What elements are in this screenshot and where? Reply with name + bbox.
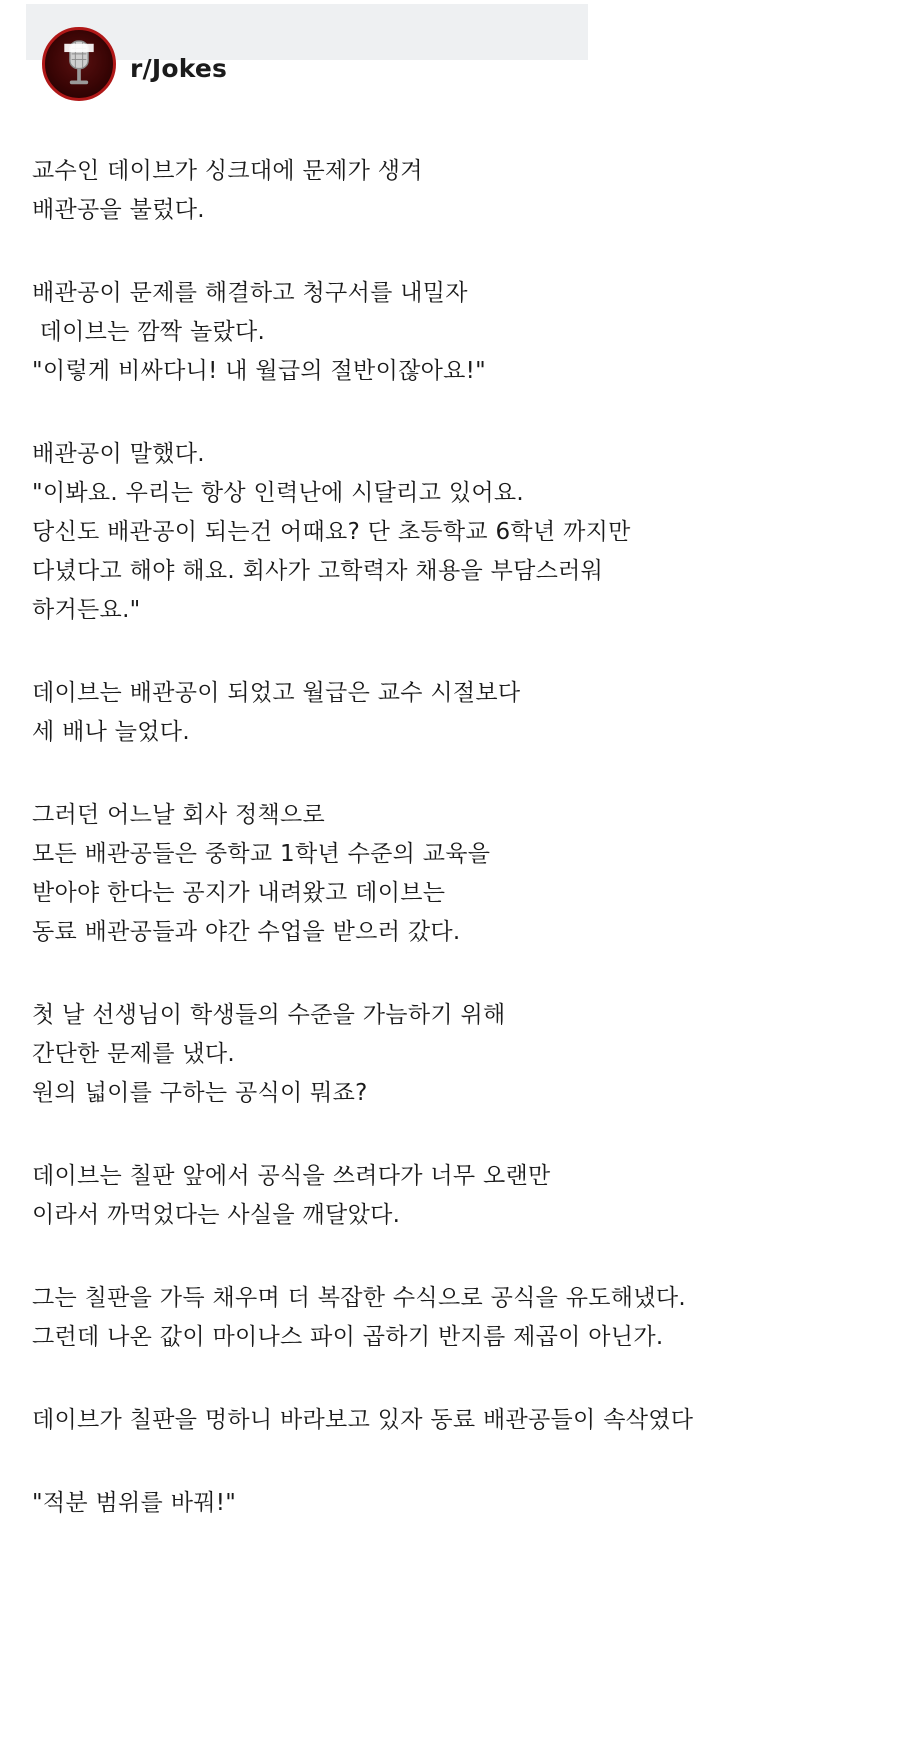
story-paragraph [32, 1157, 872, 1235]
story-paragraph [32, 674, 872, 752]
story-line: 그러던 어느날 회사 정책으로 [32, 802, 326, 828]
story-line: 데이브는 칠판 앞에서 공식을 쓰려다가 너무 오랜만 [32, 1163, 551, 1189]
story-paragraph [32, 996, 872, 1113]
story-line: 동료 배관공들과 야간 수업을 받으러 갔다. [32, 919, 461, 945]
story-line: 배관공이 문제를 해결하고 청구서를 내밀자 [32, 280, 468, 306]
story-paragraph [32, 435, 872, 630]
story-line: 배관공을 불렀다. [32, 197, 205, 223]
story-paragraph [32, 1484, 872, 1523]
story-line: "이봐요. 우리는 항상 인력난에 시달리고 있어요. [32, 480, 524, 506]
story-paragraph [32, 796, 872, 952]
jokes-microphone-icon [45, 30, 113, 98]
story-line: 그런데 나온 값이 마이나스 파이 곱하기 반지름 제곱이 아닌가. [32, 1324, 664, 1350]
story-line: 다녔다고 해야 해요. 회사가 고학력자 채용을 부담스러워 [32, 558, 604, 584]
story-line: 그는 칠판을 가득 채우며 더 복잡한 수식으로 공식을 유도해냈다. [32, 1285, 686, 1311]
story-line: 이라서 까먹었다는 사실을 깨달았다. [32, 1202, 401, 1228]
story-line: 데이브는 깜짝 놀랐다. [32, 319, 266, 345]
story-line: 배관공이 말했다. [32, 441, 205, 467]
story-paragraph [32, 274, 872, 391]
story-paragraph [32, 152, 872, 230]
story-line: 교수인 데이브가 싱크대에 문제가 생겨 [32, 158, 423, 184]
story-line: 첫 날 선생님이 학생들의 수준을 가늠하기 위해 [32, 1002, 506, 1028]
story-line: 받아야 한다는 공지가 내려왔고 데이브는 [32, 880, 446, 906]
story-paragraph [32, 1401, 872, 1440]
story-line: 데이브는 배관공이 되었고 월급은 교수 시절보다 [32, 680, 521, 706]
post-body [32, 152, 872, 1567]
post-header [42, 26, 227, 102]
story-line: 세 배나 늘었다. [32, 719, 190, 745]
story-line: 데이브가 칠판을 멍하니 바라보고 있자 동료 배관공들이 속삭였다 [32, 1407, 694, 1433]
story-line: 원의 넓이를 구하는 공식이 뭐죠? [32, 1080, 368, 1106]
subreddit-name[interactable]: r/Jokes [130, 53, 228, 83]
story-line: 당신도 배관공이 되는건 어때요? 단 초등학교 6학년 까지만 [32, 519, 631, 545]
story-paragraph [32, 1279, 872, 1357]
subreddit-avatar[interactable] [42, 27, 116, 101]
story-line: 간단한 문제를 냈다. [32, 1041, 235, 1067]
story-line: 모든 배관공들은 중학교 1학년 수준의 교육을 [32, 841, 491, 867]
story-line: "이렇게 비싸다니! 내 월급의 절반이잖아요!" [32, 358, 487, 384]
story-line: "적분 범위를 바꿔!" [32, 1490, 237, 1516]
story-line: 하거든요." [32, 597, 141, 623]
